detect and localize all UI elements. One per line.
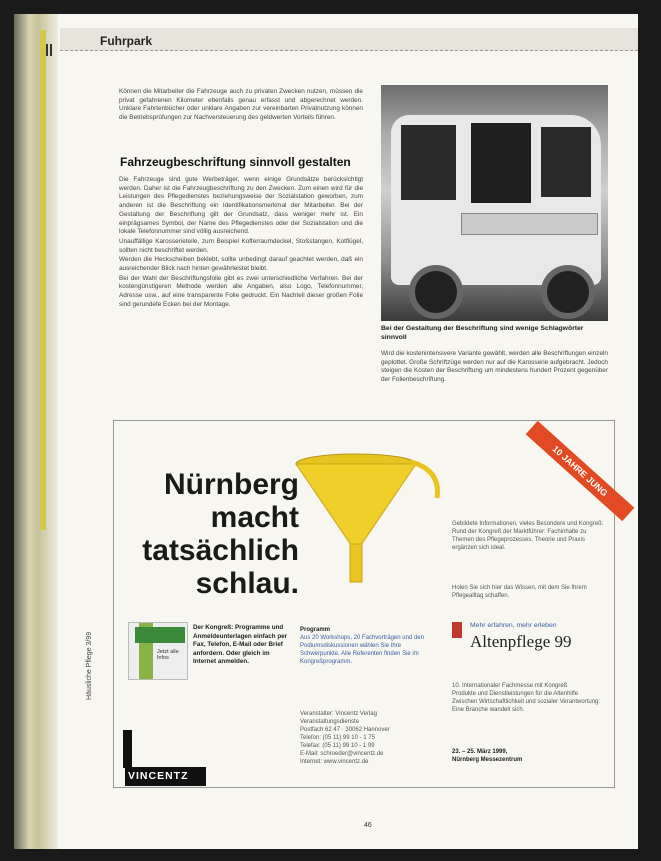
- article-body: [119, 176, 363, 311]
- headline-line: schlau.: [195, 567, 299, 600]
- van-photo: [381, 85, 608, 321]
- organizer-text: Veranstalter: Vincentz Verlag Veranstaltungsdienste Postfach 62 47 · 30062 Hannover Telefon: (05 11) 99 10 - 1 75 Telefax: (05 11) 99 10 - 1 99 E-Mail: schroeder@vincentz.de Internet: www.vincentz.de: [300, 711, 390, 765]
- paragraph: Unauffällige Karosserieteile, zum Beispiel Kofferraumdeckel, Stoßstangen, Kotflügel, sollten nicht beschriftet werden.: [119, 237, 363, 254]
- programm-text: Aus 20 Workshops, 20 Fachvorträgen und den Podiumsdiskussionen wählen Sie Ihre Schwerpunkte. Alle Referenten finden Sie im Kongreßprogramm.: [300, 635, 424, 665]
- alten-tagline: Mehr erfahren, mehr erleben: [470, 622, 557, 629]
- fair-date: 23. – 25. März 1999, Nürnberg Messezentrum: [452, 749, 523, 763]
- funnel-image: [291, 450, 446, 585]
- van-window: [541, 127, 591, 197]
- programm-label: Programm: [300, 627, 331, 633]
- paragraph: Die Fahrzeuge sind gute Werbeträger, wenn einige Grundsätze berücksichtigt werden. Daher ist die Fahrzeugbeschriftung zu den Zwecken. Zum einen wird für die Leistungen des Pflegedienstes beziehungsweise der Sozialstation geworben, zum anderen ist die Beschriftung ein Identifikationsmerkmal der Mitarbeiter. Bei der Gestaltung der Beschriftung gilt der Grundsatz, dass weniger mehr ist. Ein einprägsames Symbol, der Name des Pflegedienstes oder der Sozialstation und die lokale Telefonnummer sind völlig ausreichend.: [119, 176, 363, 236]
- brand-bracket: [123, 730, 158, 768]
- page-number: 46: [364, 822, 372, 829]
- programm-block: [300, 626, 430, 666]
- edge-stripe: [40, 30, 46, 530]
- vincentz-logo: VINCENTZ: [125, 767, 206, 786]
- van-window: [401, 125, 456, 200]
- article-heading: Fahrzeugbeschriftung sinnvoll gestalten: [120, 155, 351, 169]
- ad-right-text: Holen Sie sich hier das Wissen, mit dem Sie Ihrem Pflegealltag schaffen.: [452, 585, 587, 599]
- paragraph: Werden die Heckscheiben beklebt, sollte unbedingt darauf geachtet werden, daß ein ausreichender Blick nach hinten gewährleistet bleibt.: [119, 256, 363, 273]
- section-label: Fuhrpark: [100, 34, 153, 48]
- headline-line: Nürnberg: [164, 468, 299, 501]
- van-wheel: [541, 265, 595, 319]
- alten-title: Altenpflege 99: [470, 632, 572, 651]
- article-body-right: Wird die kostenintensivere Variante gewählt, werden alle Beschriftungen einzeln geplottet. Große Schriftzüge werden nur auf die Karosserie aufgebracht. Jedoch steigen die Kosten der Beschriftung um mindestens hundert Prozent gegenüber der Folienbeschriftung.: [381, 350, 608, 384]
- magazine-label: Häusliche Pflege 3/99: [86, 631, 93, 700]
- ad-right-text: Gebildete Informationen, vieles Besondere und Kongreß: Rund der Kongreß der Marktführer: Fachinhalte zu Themen des Pflegeprozesses. Theorie und Praxis ergänzen sich ideal.: [452, 521, 604, 551]
- kongress-text: Der Kongreß: Programme und Anmeldeunterlagen einfach per Fax, Telefon, E-Mail oder Brief anfordern. Oder gleich im Internet anmelden.: [193, 624, 288, 666]
- anniversary-banner: 10 JAHRE JUNG: [526, 421, 635, 521]
- logo-badge: [135, 627, 185, 643]
- van-window: [471, 123, 531, 203]
- paragraph: Bei der Wahl der Beschriftungsfolie gibt es zwei unterschiedliche Verfahren. Bei der kostengünstigeren Methode werden alle Angaben, also Logo, Telefonnummer, Adresse usw., auf eine transparente Folie gedruckt. Ein Nachteil dieser großen Folie sind gerundete Ecken bei der Montage.: [119, 274, 363, 308]
- spine-mark: [50, 44, 52, 56]
- ad-headline: [124, 468, 299, 600]
- logo-text: Jetzt alle Infos: [157, 649, 179, 661]
- headline-line: tatsächlich: [142, 534, 299, 567]
- van-lettering: [461, 213, 598, 235]
- fair-text: 10. Internationaler Fachmesse mit Kongreß Produkte und Dienstleistungen für die Altenhilfe Zwischen Wirtschaftlichkeit und sozialer Verantwortung: Eine Branche wandelt sich.: [452, 683, 601, 713]
- article-intro: Können die Mitarbeiter die Fahrzeuge auch zu privaten Zwecken nutzen, müssen die privat gefahrenen Kilometer ebenfalls genau erfasst und abgerechnet werden. Unklare Fahrtenbücher oder unklare Angaben zur vereinbarten Privatnutzung können die Betriebsprüfungen zur Nachversteuerung des geldwerten Vorteils führen.: [119, 88, 363, 122]
- headline-line: macht: [210, 501, 299, 534]
- van-wheel: [409, 265, 463, 319]
- photo-caption: Bei der Gestaltung der Beschriftung sind wenige Schlagwörter sinnvoll: [381, 325, 584, 341]
- kongress-logo: [128, 622, 188, 680]
- book-spine: [14, 14, 58, 849]
- altenpflege-icon: [452, 622, 462, 638]
- altenpflege-logo: [452, 622, 612, 662]
